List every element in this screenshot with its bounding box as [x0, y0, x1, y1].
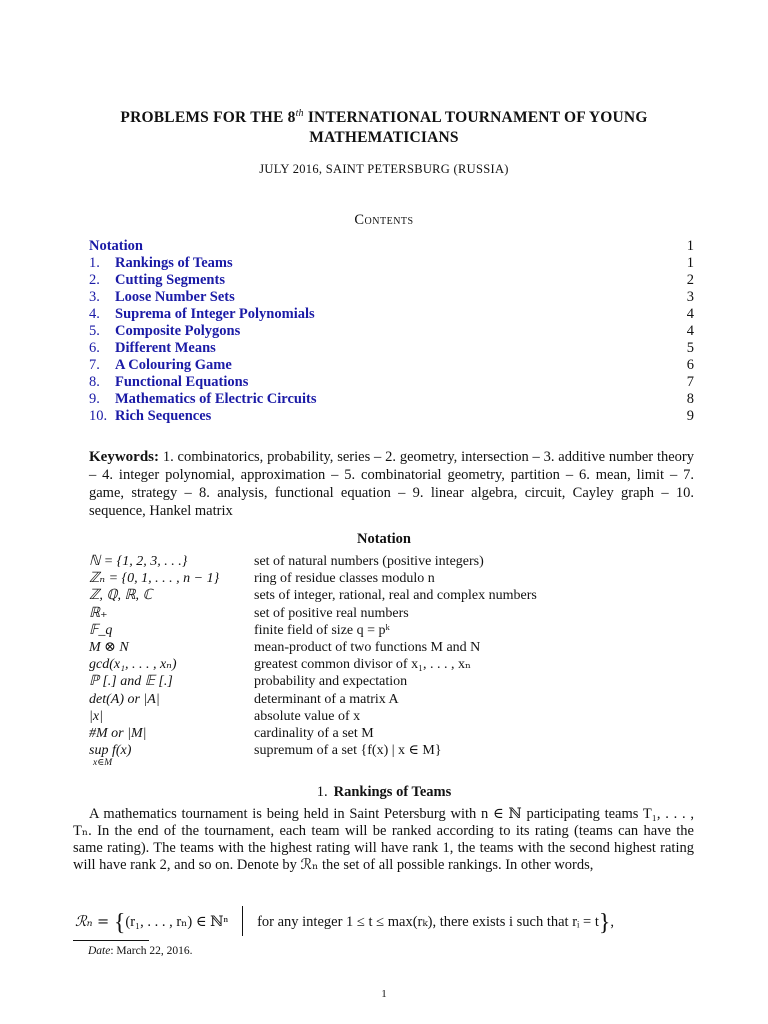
toc-item-page: 5 [686, 340, 694, 356]
toc-item-title[interactable]: Cutting Segments [115, 272, 225, 288]
notation-symbol: ℙ [.] and 𝔼 [.] [89, 674, 173, 690]
footnote-rule [73, 940, 149, 941]
rankings-formula: ℛₙ = {(r₁, . . . , rₙ) ∈ ℕⁿ for any integer 1 ≤ t ≤ max(rₖ), there exists i such that rᵢ = t}, [75, 906, 695, 936]
footnote-label: Date [88, 945, 111, 957]
toc-item[interactable] [89, 374, 694, 391]
notation-symbol: M ⊗ N [89, 639, 129, 655]
toc-item-number: 2. [89, 272, 100, 288]
keywords-paragraph [89, 448, 694, 520]
notation-row [89, 553, 694, 570]
paper-title [60, 104, 708, 148]
footnote [88, 945, 192, 957]
title-line1-post: INTERNATIONAL TOURNAMENT OF YOUNG [303, 109, 648, 127]
toc-item-title[interactable]: Functional Equations [115, 374, 249, 390]
notation-row [89, 570, 694, 587]
notation-description: finite field of size q = pᵏ [254, 622, 390, 638]
notation-description: greatest common divisor of x₁, . . . , xₙ [254, 657, 472, 673]
toc-item[interactable] [89, 306, 694, 323]
toc-item-page: 7 [686, 374, 694, 390]
toc-item-page: 2 [686, 272, 694, 288]
notation-symbol: ℝ₊ [89, 605, 108, 621]
toc-item[interactable] [89, 391, 694, 408]
toc-item-title[interactable]: Notation [89, 238, 143, 254]
formula-condition: for any integer 1 ≤ t ≤ max(rₖ), there exists i such that rᵢ = t [257, 914, 599, 930]
notation-description: sets of integer, rational, real and complex numbers [254, 588, 537, 604]
notation-row [89, 742, 694, 769]
toc-item-page: 4 [686, 306, 694, 322]
section-number: 1. [316, 784, 328, 800]
footnote-text: : March 22, 2016. [110, 945, 193, 957]
notation-symbol: ℤ, ℚ, ℝ, ℂ [89, 588, 153, 604]
toc-item-number: 6. [89, 340, 100, 356]
notation-row [89, 656, 694, 673]
toc-item-number: 1. [89, 255, 100, 271]
formula-divider [242, 906, 243, 936]
toc-item-page: 1 [686, 255, 694, 271]
toc-item-page: 4 [686, 323, 694, 339]
toc-item-title[interactable]: Loose Number Sets [115, 289, 235, 305]
formula-close-brace: } [598, 910, 611, 936]
toc-item-title[interactable]: Different Means [115, 340, 216, 356]
notation-row [89, 587, 694, 604]
notation-table [89, 553, 694, 769]
toc-item-title[interactable]: Composite Polygons [115, 323, 241, 339]
toc-item[interactable] [89, 323, 694, 340]
toc-item-title[interactable]: Suprema of Integer Polynomials [115, 306, 315, 322]
toc-item-number: 9. [89, 391, 100, 407]
notation-symbol: sup f(x) [89, 743, 132, 759]
toc-item-page: 9 [686, 408, 694, 424]
toc-item[interactable] [89, 255, 694, 272]
notation-symbol: ℕ = {1, 2, 3, . . .} [89, 554, 188, 569]
notation-description: supremum of a set {f(x) | x ∈ M} [254, 743, 442, 759]
toc-item[interactable] [89, 272, 694, 289]
title-line1-pre: PROBLEMS FOR THE 8 [120, 109, 296, 127]
notation-description: ring of residue classes modulo n [254, 571, 435, 587]
notation-description: set of positive real numbers [254, 605, 409, 621]
toc-item-number: 8. [89, 374, 100, 390]
section-title: Rankings of Teams [333, 784, 452, 800]
formula-lhs: ℛₙ = [75, 914, 114, 930]
date-place: JULY 2016, SAINT PETERSBURG (RUSSIA) [259, 162, 509, 176]
notation-row [89, 639, 694, 656]
notation-symbol: det(A) or |A| [89, 691, 160, 707]
toc-item-number: 5. [89, 323, 100, 339]
keywords-label: Keywords: [89, 449, 159, 465]
notation-row [89, 691, 694, 708]
notation-description: cardinality of a set M [254, 725, 374, 741]
toc-item-title[interactable]: Rich Sequences [115, 408, 212, 424]
toc-item-number: 3. [89, 289, 100, 305]
toc-item-number: 4. [89, 306, 100, 322]
notation-symbol: gcd(x₁, . . . , xₙ) [89, 657, 177, 673]
contents-heading: Contents [354, 212, 414, 228]
page-number: 1 [381, 988, 387, 1000]
notation-description: absolute value of x [254, 708, 361, 724]
notation-symbol: ℤₙ = {0, 1, . . . , n − 1} [89, 571, 220, 587]
notation-row [89, 622, 694, 639]
notation-description: probability and expectation [254, 674, 408, 690]
notation-row [89, 725, 694, 742]
toc-item-page: 6 [686, 357, 694, 373]
formula-set: (r₁, . . . , rₙ) ∈ ℕⁿ [125, 914, 229, 930]
notation-row [89, 708, 694, 725]
notation-heading: Notation [357, 531, 411, 547]
notation-symbol: #M or |M| [89, 725, 147, 741]
toc-item-title[interactable]: A Colouring Game [115, 357, 232, 373]
notation-description: set of natural numbers (positive integers) [254, 554, 484, 569]
toc-item[interactable] [89, 340, 694, 357]
keywords-text: 1. combinatorics, probability, series – 2. geometry, intersection – 3. additive number theory – 4. integer polynomial, approximation – 5. combinatorial geometry, partition – 6. mean, limit – 7. game, strategy – 8. analysis, functional equation – 9. linear algebra, circuit, Cayley graph – 10. sequence, Hankel matrix [89, 449, 694, 519]
toc-item[interactable] [89, 408, 694, 425]
toc-item[interactable] [89, 238, 694, 255]
section-heading [0, 784, 768, 801]
toc-item[interactable] [89, 289, 694, 306]
notation-subscript: x∈M [93, 758, 113, 769]
toc-item[interactable] [89, 357, 694, 374]
notation-row [89, 673, 694, 690]
notation-symbol: 𝔽_q [89, 622, 113, 638]
toc-item-page: 1 [686, 238, 694, 254]
notation-description: determinant of a matrix A [254, 691, 399, 707]
toc-item-number: 7. [89, 357, 100, 373]
notation-symbol: |x| [89, 708, 103, 724]
section-paragraph: A mathematics tournament is being held in Saint Petersburg with n ∈ ℕ participating teams T₁, . . . , Tₙ. In the end of the tournament, each team will be ranked according to its rating (teams can have the same rating). The teams with the highest rating will have rank 1, the teams with the second highest rating will have rank 2, and so on. Denote by ℛₙ the set of all possible rankings. In other words, [73, 806, 694, 873]
table-of-contents [89, 238, 694, 425]
toc-item-title[interactable]: Mathematics of Electric Circuits [115, 391, 317, 407]
title-line2: MATHEMATICIANS [309, 129, 459, 147]
notation-description: mean-product of two functions M and N [254, 639, 481, 655]
toc-item-title[interactable]: Rankings of Teams [115, 255, 233, 271]
toc-item-page: 3 [686, 289, 694, 305]
formula-open-brace: { [113, 910, 126, 936]
toc-item-number: 10. [89, 408, 108, 424]
title-superscript: th [295, 108, 304, 119]
notation-row [89, 605, 694, 622]
toc-item-page: 8 [686, 391, 694, 407]
